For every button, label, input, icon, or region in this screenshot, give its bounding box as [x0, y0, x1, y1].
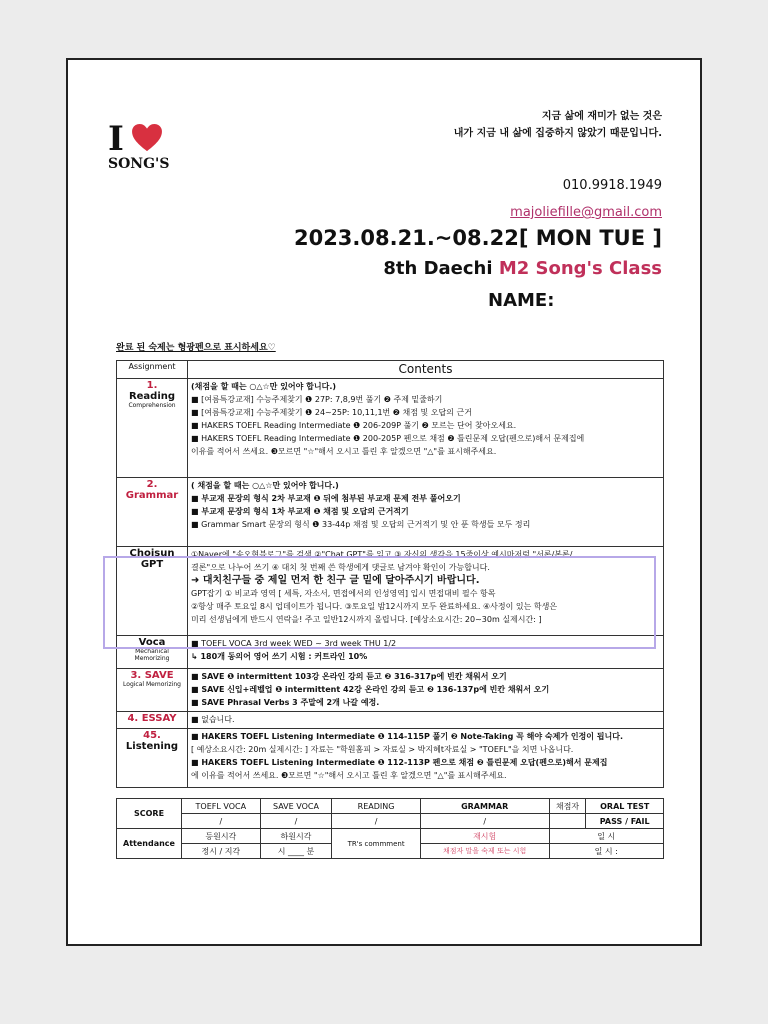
- score-cell[interactable]: /: [420, 814, 549, 829]
- save-label: 3. SAVE Logical Memorizing: [117, 669, 188, 712]
- retest-label: 재시험: [420, 829, 549, 844]
- save-contents: ■ SAVE ❶ intermittent 103강 온라인 강의 듣고 ❷ 316-317p에 빈칸 채워서 오기 ■ SAVE 신입+레벨업 ❶ intermittent 42강 온라인 강의 듣고 ❷ 136-137p에 빈칸 채워서 오기 ■ SAVE Phrasal Verbs 3 주말에 2개 나갈 예정.: [188, 669, 664, 712]
- score-col: 채점자: [549, 799, 586, 814]
- score-col: READING: [332, 799, 421, 814]
- score-cell[interactable]: [549, 814, 586, 829]
- grammar-row: [117, 478, 664, 547]
- essay-row: [117, 712, 664, 729]
- retest-date-2[interactable]: 일 시 :: [549, 844, 664, 859]
- score-cell[interactable]: /: [182, 814, 261, 829]
- phone-number: 010.9918.1949: [562, 178, 662, 193]
- arrive-label: 등원시각: [182, 829, 261, 844]
- score-col: SAVE VOCA: [260, 799, 332, 814]
- voca-contents: ■ TOEFL VOCA 3rd week WED ~ 3rd week THU 1/2 ↳ 180개 동의어 영어 쓰기 시험 : 커트라인 10%: [188, 636, 664, 669]
- listening-label: 45. Listening: [117, 729, 188, 788]
- gpt-contents: ①Naver에 "송오현블로그"를 검색 ②"Chat GPT"를 읽고 ③ 자신의 생각을 15줄이상 예시마저럼 "서론/본론/ 결론"으로 나누어 쓰기 ④ 대치 첫 번째 쓴 학생에게 댓글로 남겨야 확인이 가능합니다. ➜ 대치친구들 중 제일 먼저 한 친구 글 밑에 달아주시기 바랍니다. GPT잡기 ① 비교과 영역 [ 세특, 자소서, 면접에서의 인성영역] 입시 면접대비 필수 항목 ②항상 매주 토요일 8시 업데이트가 됩니다. ③토요일 밤12시까지 모두 완료하세요. ④사정이 있는 학생은 미리 선생님에게 반드시 연락을! 주고 일반12시까지 올립니다. [예상소요시간: 20~30m 실제시간: ]: [188, 547, 664, 636]
- class-title: [383, 258, 662, 279]
- pass-fail-cell[interactable]: PASS / FAIL: [586, 814, 664, 829]
- grammar-contents: ( 채점을 할 때는 ○△☆만 있어야 합니다.) ■ 부교재 문장의 형식 2차 부교재 ❶ 뒤에 첨부된 부교재 문제 전부 풀어오기 ■ 부교재 문장의 형식 1차 부교재 ❶ 채점 및 오답의 근거적기 ■ Grammar Smart 문장의 형식 ❶ 33-44p 채점 및 오답의 근거적기 및 안 푼 학생들 모두 정리: [188, 478, 664, 547]
- attendance-status[interactable]: 정시 / 지각: [182, 844, 261, 859]
- reading-contents: (채점을 할 때는 ○△☆만 있어야 합니다.) ■ [여름특강교재] 수능주제찾기 ❶ 27P: 7,8,9번 풀기 ❷ 주제 밑줄하기 ■ [여름특강교재] 수능주제찾기 ❶ 24~25P: 10,11,1번 ❷ 채점 및 오답의 근거 ■ HAKERS TOEFL Reading Intermediate ❶ 206-209P 풀기 ❷ 모르는 단어 찾아오세요. ■ HAKERS TOEFL Reading Intermediate ❶ 200-205P 펜으로 채점 ❷ 틀린문제 오답(펜으로)해서 문제집에 이유를 적어서 쓰세요. ❸모르면 "☆"해서 오시고 틀린 후 알겠으면 "△"를 표시해주세요.: [188, 379, 664, 478]
- motto: [454, 108, 662, 142]
- leave-label: 하원시각: [260, 829, 332, 844]
- motto-line: 지금 삶에 재미가 없는 것은: [541, 111, 662, 122]
- attendance-time[interactable]: 시 ____ 분: [260, 844, 332, 859]
- reading-row: [117, 379, 664, 478]
- gpt-highlight-box: [103, 556, 656, 649]
- heart-icon: [132, 124, 162, 152]
- score-col: ORAL TEST: [586, 799, 664, 814]
- voca-label: Voca Mechanical Memorizing: [117, 636, 188, 669]
- header-contents: Contents: [188, 361, 664, 379]
- save-row: [117, 669, 664, 712]
- class-prefix: 8th Daechi: [383, 258, 499, 279]
- score-label: SCORE: [117, 799, 182, 829]
- logo-letter: I: [108, 119, 124, 159]
- date-range: 2023.08.21.~08.22[ MON TUE ]: [293, 226, 662, 250]
- homework-sheet: [66, 58, 702, 946]
- score-col: TOEFL VOCA: [182, 799, 261, 814]
- instruction-note: 완료 된 숙제는 형광펜으로 표시하세요♡: [116, 343, 276, 353]
- logo: [108, 119, 178, 172]
- score-table: [116, 798, 664, 859]
- attendance-label: Attendance: [117, 829, 182, 859]
- email-link[interactable]: majoliefille@gmail.com: [510, 205, 662, 220]
- score-cell[interactable]: /: [332, 814, 421, 829]
- header-assignment: Assignment: [117, 361, 188, 379]
- grammar-label: 2. Grammar: [117, 478, 188, 547]
- listening-contents: ■ HAKERS TOEFL Listening Intermediate ❶ 114-115P 풀기 ❷ Note-Taking 꼭 해야 숙제가 인정이 됩니다. [ 예상소요시간: 20m 실제시간: ] 자료는 "학원홈피 > 자료실 > 박지혜t자료실 > "TOEFL"을 치면 나옵니다. ■ HAKERS TOEFL Listening Intermediate ❶ 112-113P 펜으로 채점 ❷ 틀린문제 오답(펜으로)해서 문제집 에 이유를 적어서 쓰세요. ❸모르면 "☆"해서 오시고 틀린 후 알겠으면 "△"를 표시해주세요.: [188, 729, 664, 788]
- logo-brand: SONG'S: [108, 156, 170, 172]
- reading-label: 1. Reading Comprehension: [117, 379, 188, 478]
- retest-note: 채점자 말을 숙제 또는 시험: [420, 844, 549, 859]
- listening-row: [117, 729, 664, 788]
- name-label: NAME:: [488, 290, 555, 311]
- gpt-label: Choisun GPT: [117, 547, 188, 636]
- class-name: M2 Song's Class: [498, 258, 662, 279]
- tr-comment-label: TR's commment: [332, 829, 421, 859]
- motto-line: 내가 지금 내 삶에 집중하지 않았기 때문입니다.: [453, 128, 662, 139]
- essay-contents: ■ 없습니다.: [188, 712, 664, 729]
- essay-label: 4. ESSAY: [117, 712, 188, 729]
- retest-date[interactable]: 일 시: [549, 829, 664, 844]
- score-cell[interactable]: /: [260, 814, 332, 829]
- score-col: GRAMMAR: [420, 799, 549, 814]
